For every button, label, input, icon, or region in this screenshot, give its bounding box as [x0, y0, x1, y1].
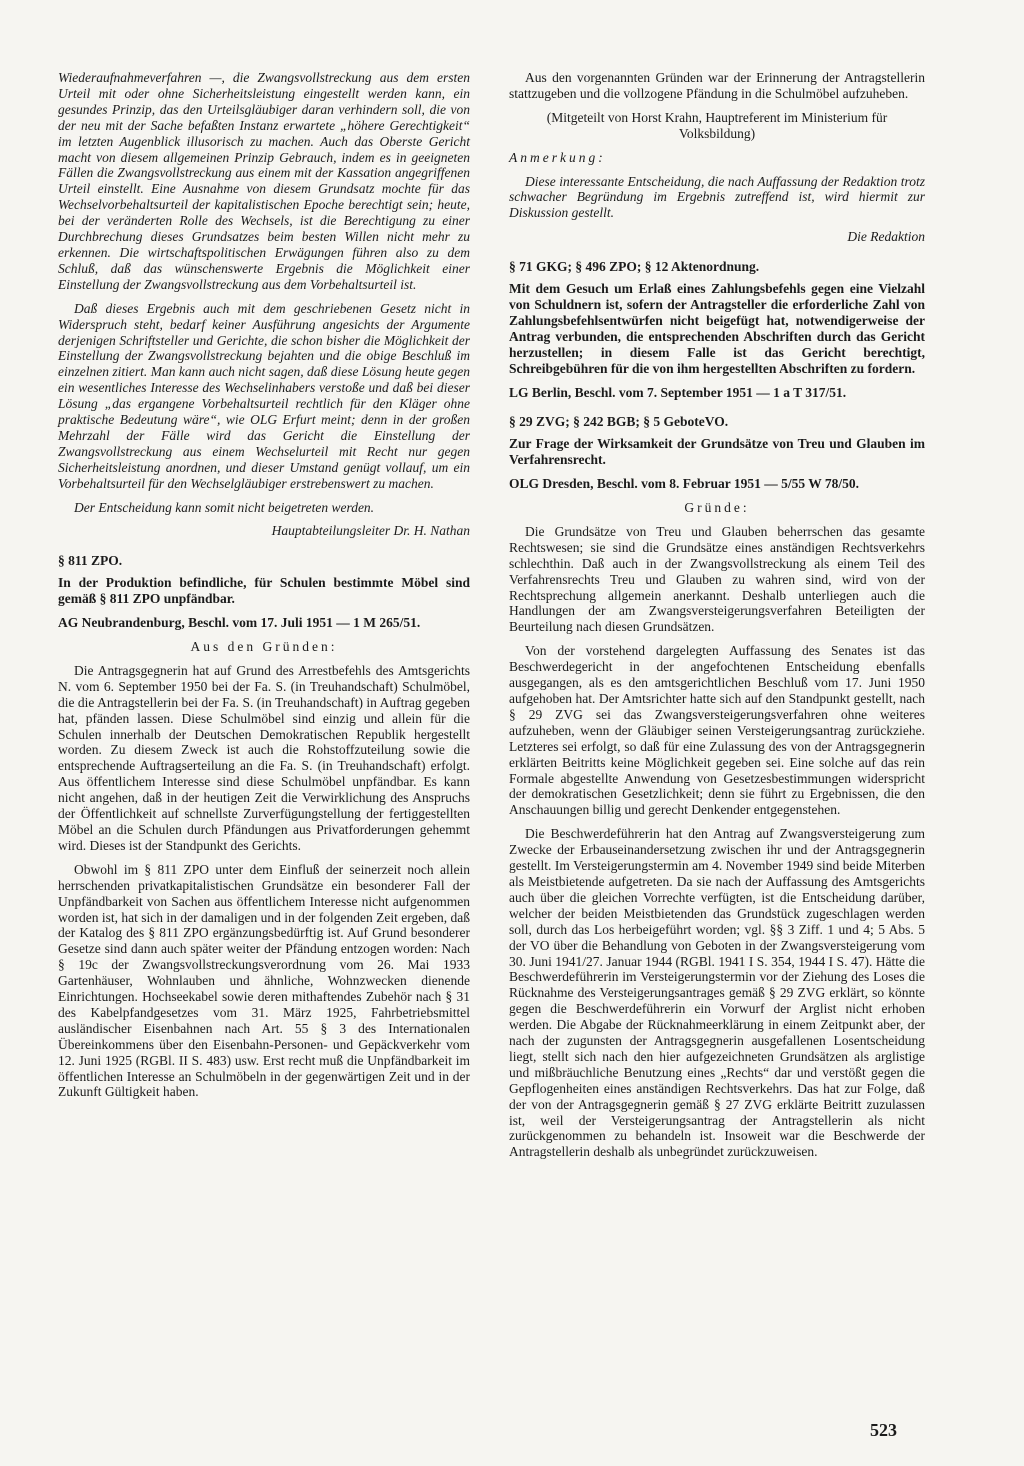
body-paragraph: Die Grundsätze von Treu und Glauben beherrschen das gesamte Rechtswesen; sie sind die Grundsätze eines anständigen Rechtsverkehrs schlechthin. Daß auch in der Zwangsvollstreckung als einem Teil des Verfahrensrechts Treu und Glauben zu wahren sind, wird von der Rechtsprechung allgemein anerkannt. Deshalb unterliegen auch die Handlungen der am Zwangsversteigerungsverfahren Beteiligten der Beurteilung nach diesen Grundsätzen. [509, 523, 925, 635]
court-citation: LG Berlin, Beschl. vom 7. September 1951 — 1 a T 317/51. [509, 384, 847, 400]
grounds-title: Gründe: [684, 500, 750, 516]
body-paragraph: Obwohl im § 811 ZPO unter dem Einfluß der seinerzeit noch allein herrschenden privatkapitalistischen Grundsätze ein besonderer Fall der Unpfändbarkeit von Sachen aus öffentlichem Interesse nicht aufgenommen worden ist, hat sich in der damaligen und in der folgenden Zeit ergeben, daß der Katalog des § 811 ZPO ergänzungsbedürftig ist. Auf Grund besonderer Gesetze sind dann auch später weiter der Pfändung entzogen worden: Nach § 19c der Zwangsvollstreckungsverordnung vom 26. Mai 1933 Gartenhäuser, Wohnlauben und ähnliche, Wohnzwecken dienende Einrichtungen. Hochseekabel sowie deren mithaftendes Zubehör nach § 31 des Kabelpfandgesetzes vom 31. März 1925, Fahrbetriebsmittel ausländischer Eisenbahnen nach Art. 55 § 3 des Internationalen Übereinkommens über den Eisenbahn-Personen- und Gepäckverkehr vom 12. Juni 1925 (RGBl. II S. 483) usw. Erst recht muß die Unpfändbarkeit im öffentlichen Interesse an Schulmöbeln in der gegenwärtigen Zeit und in der Zukunft Gültigkeit haben. [58, 861, 470, 1100]
commentary-paragraph: Daß dieses Ergebnis auch mit dem geschriebenen Gesetz nicht in Widerspruch steht, bedarf keiner Ausführung angesichts der Argumente derjenigen Schriftsteller und Gerichte, die schon bisher die Möglichkeit der Einstellung der Zwangsvollstreckung bejahten und die obige Beschluß im einzelnen zitiert. Man kann auch nicht sagen, daß diese Lösung heute gegen ein wesentliches Interesse des Wechselinhabers verstoße und daß bei dieser Lösung „das ergangene Vorbehaltsurteil rechtlich für den Kläger ohne praktische Bedeutung wäre“, wie OLG Erfurt meint; denn in der großen Mehrzahl der Fälle wird das Gericht die Einstellung der Zwangsvollstreckung aus einem Wechselurteil mit Recht nur gegen Sicherheitsleistung anordnen, und dieser Umstand genügt vollauf, um ein Vorbehaltsurteil für den Wechselgläubiger erstrebenswert zu machen. [58, 300, 470, 491]
body-paragraph: Die Beschwerdeführerin hat den Antrag auf Zwangsversteigerung zum Zwecke der Erbauseinandersetzung zwischen ihr und der Antragsgegnerin gestellt. Im Versteigerungstermin am 4. November 1949 sind beide Miterben als Meistbietende aufgetreten. Da sie nach der Auffassung des Amtsgerichts auch über die gleichen Vorrechte verfügten, ist die Entscheidung darüber, welcher der beiden Meistbietenden das Grundstück zugeschlagen werden soll, durch das Los herbeigeführt worden; vgl. §§ 3 Ziff. 1 und 4; 5 Abs. 5 der VO über die Behandlung von Geboten in der Zwangsversteigerung vom 30. Juni 1941/27. Januar 1944 (RGBl. 1941 I S. 354, 1944 I S. 47). Hätte die Beschwerdeführerin im Versteigerungstermin vor der Ziehung des Loses die Rücknahme des Versteigerungsantrages gemäß § 29 ZVG erklärt, so könnte gegen die Beschwerdeführerin ein Vorwurf der Arglist nicht erhoben werden. Die Abgabe der Rücknahmeerklärung in einem Zeitpunkt aber, der nach der zugunsten der Antragsgegnerin ausgefallenen Losentscheidung liegt, stellt sich nach den hier aufgezeichneten Grundsätzen als arglistige und mißbräuchliche Benutzung eines „Rechts“ dar und verstößt gegen die Gepflogenheiten eines anständigen Rechtsverkehrs. Das hat zur Folge, daß der von der Antragsgegnerin gemäß § 27 ZVG erklärte Beitritt zuzulassen ist, weil der Versteigerungsantrag der Antragstellerin als nicht zurückgenommen zu behandeln ist. Insoweit war die Beschwerde der Antragstellerin deshalb als unbegründet zurückzuweisen. [509, 826, 925, 1160]
commentary-paragraph: Der Entscheidung kann somit nicht beigetreten werden. [74, 499, 375, 515]
headnote: Zur Frage der Wirksamkeit der Grundsätze von Treu und Glauben im Verfahrensrecht. [509, 436, 925, 468]
court-citation: AG Neubrandenburg, Beschl. vom 17. Juli 1951 — 1 M 265/51. [58, 615, 421, 631]
communicated-by: (Mitgeteilt von Horst Krahn, Hauptreferent im Ministerium für Volksbildung) [546, 109, 888, 141]
section-heading: § 29 ZVG; § 242 BGB; § 5 GeboteVO. [509, 414, 729, 430]
section-heading: § 811 ZPO. [58, 553, 123, 569]
note-title: Anmerkung: [509, 149, 606, 165]
editorial-note: Diese interessante Entscheidung, die nach Auffassung der Redaktion trotz schwacher Begründung im Ergebnis zutreffend ist, wird hiermit zur Diskussion gestellt. [509, 173, 925, 221]
author-signature: Hauptabteilungsleiter Dr. H. Nathan [271, 523, 470, 539]
grounds-title: Aus den Gründen: [190, 639, 338, 654]
body-paragraph: Aus den vorgenannten Gründen war der Erinnerung der Antragstellerin stattzugeben und die vollzogene Pfändung in die Schulmöbel aufzuheben. [509, 70, 925, 101]
headnote: Mit dem Gesuch um Erlaß eines Zahlungsbefehls gegen eine Vielzahl von Schuldnern ist, sofern der Antragsteller die erforderliche Zahl von Zahlungsbefehlsentwürfen nicht beigefügt hat, notwendigerweise der Antrag verbunden, die entsprechenden Abschriften durch das Gericht herzustellen; in diesem Falle ist das Gericht berechtigt, Schreibgebühren für die von ihm hergestellten Abschriften zu fordern. [509, 281, 925, 376]
body-paragraph: Die Antragsgegnerin hat auf Grund des Arrestbefehls des Amtsgerichts N. vom 6. September 1950 bei der Fa. S. (in Treuhandschaft) Schulmöbel, die die Antragstellerin bei der Fa. S. (in Treuhandschaft) in Auftrag gegeben hat, pfänden lassen. Diese Schulmöbel sind einzig und allein für die Schulen innerhalb der Deutschen Demokratischen Republik hergestellt worden. Zu diesem Zweck ist auch die Rohstoffzuteilung sowie die entsprechende Auftragserteilung an die Fa. S. (in Treuhandschaft) erfolgt. Aus öffentlichem Interesse sind diese Schulmöbel unpfändbar. Es kann nicht angehen, daß in der heutigen Zeit die Verwirklichung des Anspruchs der Öffentlichkeit auf schnellste Zurverfügungstellung der fertiggestellten Möbel an die Schulen durch Pfändungen aus Privatforderungen gehemmt wird. Dieses ist der Standpunkt des Gerichts. [58, 662, 470, 853]
commentary-paragraph: Wiederaufnahmeverfahren —, die Zwangsvollstreckung aus dem ersten Urteil mit oder ohne Sicherheitsleistung eingestellt werden kann, ein gesundes Prinzip, das den Urteilsgläubiger daran verhindern soll, die von der neu mit der Sache befaßten Instanz erwartete „höhere Gerechtigkeit“ im letzten Augenblick illusorisch zu machen. Auch das Oberste Gericht macht von diesem allgemeinen Prinzip Gebrauch, indem es in geeigneten Fällen die Zwangsvollstreckung aus einem mit der Kassation angegriffenen Urteil einstellt. Eine Ausnahme von diesem Grundsatz mochte für das Wechselvorbehaltsurteil der kapitalistischen Epoche berechtigt sein; heute, bei der veränderten Rolle des Wechsels, ist die Berechtigung zu einer Durchbrechung dieses Grundsatzes beim besten Willen nicht mehr zu erkennen. Die wirtschaftspolitischen Erwägungen führen also zu dem Schluß, daß das wünschenswerte Ergebnis die Möglichkeit einer Einstellung der Zwangsvollstreckung aus dem Vorbehaltsurteil ist. [58, 70, 470, 292]
headnote: In der Produktion befindliche, für Schulen bestimmte Möbel sind gemäß § 811 ZPO unpfändbar. [58, 575, 470, 607]
body-paragraph: Von der vorstehend dargelegten Auffassung des Senates ist das Beschwerdegericht in der angefochtenen Entscheidung ebenfalls ausgegangen, als es den amtsgerichtlichen Beschluß vom 17. Juni 1950 aufgehoben hat. Der Amtsrichter hatte sich auf den Standpunkt gestellt, nach § 29 ZVG sei das Zwangsversteigerungsverfahren ohne weiteres aufzuheben, wenn der Gläubiger seinen Versteigerungsantrag zurückziehe. Letzteres sei erfolgt, so daß für eine Zulassung des von der Antragsgegnerin erklärten Beitritts keine Möglichkeit gegeben sei. Eine solche auf das rein Formale abgestellte Anwendung von Gesetzesbestimmungen widerspricht der demokratischen Gesetzlichkeit; denn sie führt zu Ergebnissen, die den Anschauungen billig und gerecht Denkender entgegenstehen. [509, 643, 925, 818]
court-citation: OLG Dresden, Beschl. vom 8. Februar 1951 — 5/55 W 78/50. [509, 476, 860, 492]
note-signature: Die Redaktion [847, 229, 925, 245]
left-column [58, 70, 470, 1108]
page-number: 523 [870, 1420, 897, 1440]
section-heading: § 71 GKG; § 496 ZPO; § 12 Aktenordnung. [509, 259, 760, 275]
right-column [509, 70, 925, 1168]
